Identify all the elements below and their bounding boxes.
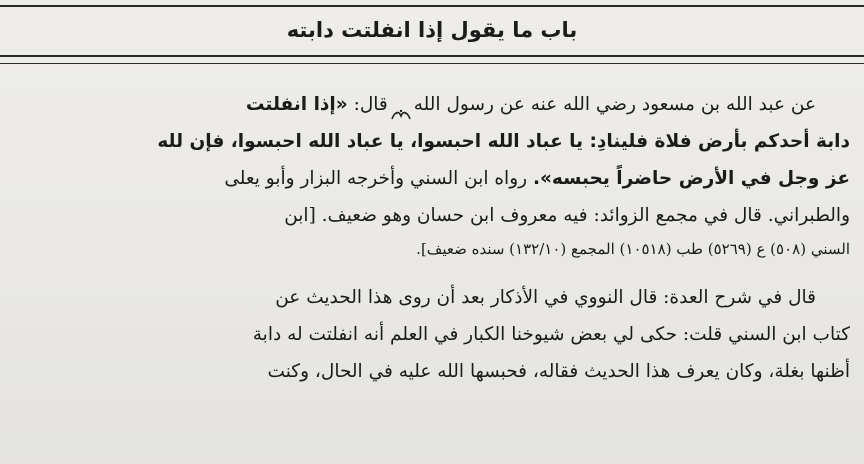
hadith-line-2: دابة أحدكم بأرض فلاة فلينادِ: يا عباد الله احبسوا، يا عباد الله احبسوا، فإن لله: [157, 131, 850, 152]
commentary-line-2: كتاب ابن السني قلت: حكى لي بعض شيوخنا الكبار في العلم أنه انفلتت له دابة: [252, 324, 850, 345]
hadith-reference-line: السني (٥٠٨) ع (٥٢٦٩) طب (١٠٥١٨) المجمع (١٣٢/١٠) سنده ضعيف].: [416, 240, 850, 258]
title-double-rule: [0, 63, 864, 64]
hadith-line-1: [14, 86, 850, 123]
hadith-matn-start: «إذا انفلتت: [245, 94, 348, 115]
chapter-title: باب ما يقول إذا انفلتت دابته: [286, 18, 578, 42]
hadith-line-3: [14, 160, 850, 197]
commentary-line-3: أظنها بغلة، وكان يعرف هذا الحديث فقاله، فحبسها الله عليه في الحال، وكنت: [267, 361, 850, 382]
page-body: [14, 86, 850, 390]
commentary-line-1: قال في شرح العدة: قال النووي في الأذكار بعد أن روى هذا الحديث عن: [275, 287, 816, 308]
hadith-isnad: عن عبد الله بن مسعود رضي الله عنه عن رسول الله: [413, 94, 816, 115]
title-underline-rule: [0, 55, 864, 57]
hadith-matn-end: عز وجل في الأرض حاضراً يحبسه».: [532, 168, 850, 189]
salawat-seal-icon: [391, 98, 411, 112]
hadith-line-4: والطبراني. قال في مجمع الزوائد: فيه معروف ابن حسان وهو ضعيف. [ابن: [284, 205, 850, 226]
qal-label: قال:: [353, 94, 388, 115]
top-rule: [0, 5, 864, 7]
takhrij-text: رواه ابن السني وأخرجه البزار وأبو يعلى: [224, 168, 528, 189]
